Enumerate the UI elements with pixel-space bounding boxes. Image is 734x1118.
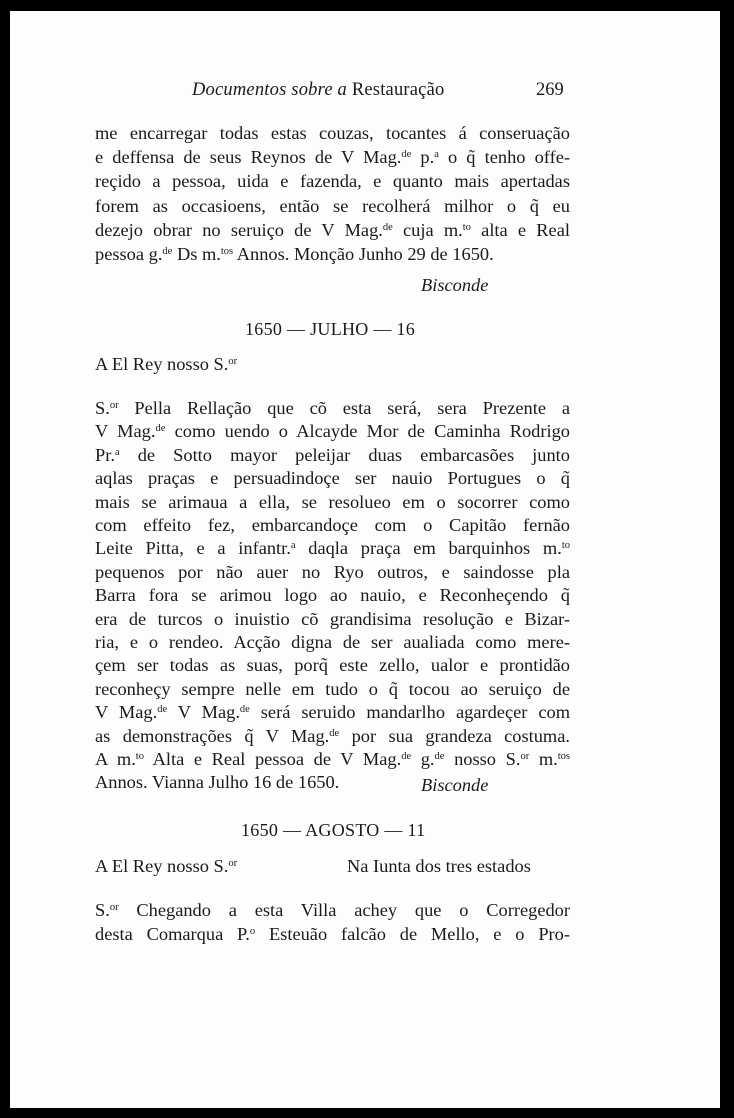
page-number: 269 (536, 80, 564, 100)
text-line: aqlas praças e persuadindoçe ser nauio Portugues o q̃ (95, 468, 570, 489)
text-line: me encarregar todas estas couzas, tocantes á conseruação (95, 123, 570, 143)
text-line: V Mag.$^{de}$ V Mag.$^{de}$ será seruido mandarlho agardeçer com (95, 702, 571, 723)
text-line: dezejo obrar no seruiço de V Mag.$^{de}$ cuja m.$^{to}$ alta e Real (95, 219, 570, 240)
text-line: Annos. Vianna Julho 16 de 1650. (95, 772, 340, 793)
text-line: ria, e o rendeo. Acção digna de ser aualiada como mere- (95, 632, 570, 652)
text-line: mais se arimaua a ella, se resolueo em o socorrer como (95, 491, 570, 512)
text-line: reconheçy sempre nelle em tudo o q̃ tocou ao seruiço de (95, 678, 570, 699)
text-line: S.$^{or}$ Pella Rellação que cõ esta será, sera Prezente a (95, 398, 570, 418)
letter-3-addressee: A El Rey nosso S.$^{or}$ (95, 856, 238, 876)
signature-2: Bisconde (421, 775, 489, 795)
text-line: Barra fora se arimou logo ao nauio, e Reconheçendo q̃ (95, 585, 570, 606)
text-line: era de turcos o inuistio cõ grandisima resolução e Bizar- (95, 608, 570, 629)
text-line: forem as occasioens, então se recolherá milhor o q̃ eu (95, 195, 570, 216)
text-line: S.$^{or}$ Chegando a esta Villa achey que o Corregedor (95, 900, 570, 920)
signature-1: Bisconde (421, 275, 489, 295)
text-line: as demonstrações q̃ V Mag.$^{de}$ por sua grandeza costuma. (95, 725, 570, 746)
text-line: çem ser todas as suas, porq̃ este zello, ualor e prontidão (95, 655, 570, 676)
text-line: e deffensa de seus Reynos de V Mag.$^{de}$ p.$^a$ o q̃ tenho offe- (95, 147, 570, 168)
text-line: pessoa g.$^{de}$ Ds m.$^{tos}$ Annos. Monção Junho 29 de 1650. (95, 244, 494, 264)
letter-3-date: 1650 — AGOSTO — 11 (241, 820, 426, 840)
text-line: com effeito fez, embarcandoçe com o Capitão fernão (95, 515, 570, 535)
text-line: V Mag.$^{de}$ como uendo o Alcayde Mor de Caminha Rodrigo (95, 421, 570, 442)
text-line: Pr.$^a$ de Sotto mayor peleijar duas embarcasões junto (95, 444, 570, 465)
letter-2-date: 1650 — JULHO — 16 (245, 319, 416, 339)
text-line: reçido a pessoa, uida e fazenda, e quanto mais apertadas (95, 171, 570, 192)
letter-2-addressee: A El Rey nosso S.$^{or}$ (95, 354, 238, 374)
letter-3-place: Na Iunta dos tres estados (347, 856, 531, 876)
text-line: Leite Pitta, e a infantr.$^a$ daqla praça em barquinhos m.$^{to}$ (95, 538, 570, 559)
running-header-title: Documentos sobre a Restauração (192, 80, 445, 100)
text-line: A m.$^{to}$ Alta e Real pessoa de V Mag.$^{de}$ g.$^{de}$ nosso S.$^{or}$ m.$^{tos}$ (95, 749, 570, 769)
text-line: desta Comarqua P.$^o$ Esteuão falcão de Mello, e o Pro- (95, 924, 570, 945)
text-line: pequenos por não auer no Ryo outros, e saindosse pla (95, 561, 570, 582)
